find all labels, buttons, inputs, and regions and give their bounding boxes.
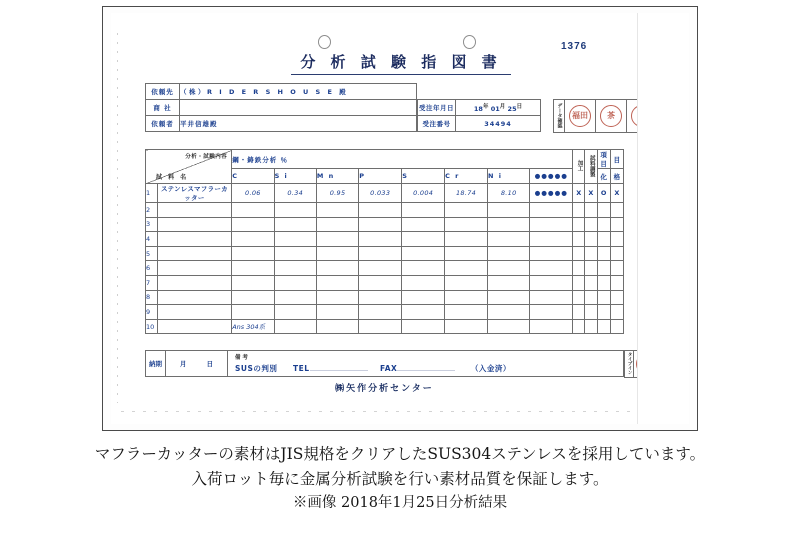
caption-block — [0, 442, 800, 516]
document-sheet — [111, 13, 689, 424]
row-mark-value — [610, 319, 623, 334]
row-mark-value — [573, 319, 585, 334]
row-extra-value — [530, 305, 573, 320]
row-element-value — [402, 261, 445, 276]
row-element-value: 0.004 — [402, 184, 445, 203]
row-element-value — [488, 319, 530, 334]
row-element-value — [232, 232, 274, 247]
client-label: 依頼者 — [146, 116, 180, 132]
row-extra-value — [530, 232, 573, 247]
fax-blank — [397, 370, 455, 371]
row-sample-name — [157, 217, 232, 232]
row-number: 9 — [146, 305, 158, 320]
row-mark-value — [597, 275, 610, 290]
trader-label: 商 社 — [146, 100, 180, 116]
row-element-value: 0.06 — [232, 184, 274, 203]
row-mark-value — [573, 232, 585, 247]
organization-name: ㈱矢作分析センター — [335, 384, 434, 394]
month-unit-label: 月 — [179, 360, 187, 368]
year-unit: 年 — [482, 103, 489, 110]
row-mark-value — [610, 290, 623, 305]
col-Si-header: S i — [274, 169, 316, 184]
table-corner-header — [146, 150, 232, 184]
row-sample-name: ステンレスマフラーカッター — [157, 184, 232, 203]
remark-cell — [228, 351, 624, 377]
row-sample-name — [157, 232, 232, 247]
row-element-value — [359, 217, 402, 232]
row-mark-value — [597, 305, 610, 320]
row-extra-value: ●●●●● — [530, 184, 573, 203]
row-mark-value — [610, 261, 623, 276]
row-element-value — [274, 290, 316, 305]
row-extra-value — [530, 290, 573, 305]
footer-table — [145, 350, 624, 377]
row-mark-value — [610, 305, 623, 320]
col-item-header-top: 項目 — [597, 150, 610, 169]
row-number: 6 — [146, 261, 158, 276]
day-unit-label: 日 — [206, 360, 214, 368]
row-element-value — [359, 290, 402, 305]
row-element-value — [359, 261, 402, 276]
row-element-value — [402, 246, 445, 261]
row-extra-value — [530, 203, 573, 218]
row-element-value — [402, 217, 445, 232]
row-element-value: 0.34 — [274, 184, 316, 203]
row-mark-value — [610, 232, 623, 247]
trader-value — [180, 100, 417, 116]
row-extra-value — [530, 246, 573, 261]
client-value: 平井信雄殿 — [180, 116, 417, 132]
row-mark-value — [573, 290, 585, 305]
fax-label: FAX — [379, 364, 398, 373]
row-element-value — [445, 246, 488, 261]
table-row — [146, 290, 624, 305]
row-element-value — [316, 305, 358, 320]
row-element-value — [359, 305, 402, 320]
row-sample-name — [157, 246, 232, 261]
row-element-value — [316, 203, 358, 218]
row-mark-value — [585, 290, 597, 305]
stamp-cell-1 — [565, 100, 596, 133]
row-element-value: 8.10 — [488, 184, 530, 203]
typein-label-cell — [625, 351, 634, 378]
typein-label: タイプイン — [627, 351, 633, 375]
caption-line-2: 入荷ロット毎に金属分析試験を行い素材品質を保証します。 — [191, 470, 609, 489]
table-row — [146, 232, 624, 247]
order-number-label: 受注番号 — [418, 116, 456, 132]
row-element-value — [274, 217, 316, 232]
row-element-value — [359, 203, 402, 218]
requester-table — [145, 83, 417, 132]
row-element-value: Ans 304系 — [232, 319, 274, 334]
row-element-value — [488, 275, 530, 290]
row-element-value — [232, 290, 274, 305]
row-element-value — [232, 261, 274, 276]
order-date-label: 受注年月日 — [418, 100, 456, 116]
row-element-value — [445, 305, 488, 320]
row-sample-name — [157, 305, 232, 320]
row-element-value — [445, 217, 488, 232]
row-number: 7 — [146, 275, 158, 290]
analysis-content-label: 分析・試験内容 — [185, 154, 228, 160]
analysis-table — [145, 149, 624, 334]
row-element-value — [488, 246, 530, 261]
table-row — [418, 100, 541, 116]
remark-text: SUSの判別 — [235, 364, 278, 373]
row-element-value — [359, 319, 402, 334]
row-extra-value — [530, 275, 573, 290]
scanned-document — [102, 6, 698, 431]
row-element-value — [445, 290, 488, 305]
punch-hole-left — [318, 35, 331, 49]
row-element-value — [232, 275, 274, 290]
table-header-row — [146, 150, 624, 169]
row-element-value: 0.033 — [359, 184, 402, 203]
remark-content — [235, 363, 511, 374]
col-processing-label: 加工 — [576, 160, 583, 171]
data-confirm-label-cell — [554, 100, 565, 133]
stamp-cell-2 — [596, 100, 627, 133]
row-element-value — [488, 305, 530, 320]
row-element-value — [316, 261, 358, 276]
table-row — [146, 84, 417, 100]
row-mark-value — [610, 246, 623, 261]
row-element-value — [445, 203, 488, 218]
table-row — [146, 351, 624, 377]
row-mark-value — [585, 246, 597, 261]
row-element-value — [316, 217, 358, 232]
analysis-rows — [146, 184, 624, 334]
row-mark-value — [573, 275, 585, 290]
table-row — [146, 217, 624, 232]
row-mark-value — [585, 275, 597, 290]
page-title: 分 析 試 験 指 図 書 — [291, 51, 511, 75]
row-mark-value — [597, 261, 610, 276]
row-element-value — [402, 275, 445, 290]
table-row — [146, 116, 417, 132]
row-element-value — [445, 232, 488, 247]
row-element-value — [316, 246, 358, 261]
order-day: 25 — [507, 105, 517, 114]
table-row — [146, 246, 624, 261]
col-item-header-bottom: 化 — [597, 169, 610, 184]
table-row — [146, 261, 624, 276]
order-year: 18 — [473, 105, 483, 114]
hanko-stamp-icon: 福田 — [569, 105, 591, 127]
row-element-value — [232, 203, 274, 218]
col-processing-header — [573, 150, 585, 184]
row-mark-value — [610, 203, 623, 218]
hanko-stamp-icon: 茶 — [600, 105, 622, 127]
order-month: 01 — [490, 105, 500, 114]
col-C-header: C — [232, 169, 274, 184]
row-number: 8 — [146, 290, 158, 305]
table-row — [146, 305, 624, 320]
tel-blank — [310, 370, 368, 371]
row-extra-value — [530, 217, 573, 232]
row-mark-value — [573, 246, 585, 261]
punch-hole-right — [463, 35, 476, 49]
row-mark-value: X — [610, 184, 623, 203]
order-number-value: 34494 — [456, 116, 541, 132]
row-element-value — [359, 275, 402, 290]
row-element-value — [445, 319, 488, 334]
sample-name-label: 試 料 名 — [156, 174, 189, 181]
row-sample-name — [157, 290, 232, 305]
row-element-value — [232, 305, 274, 320]
delivery-label: 納期 — [146, 351, 166, 377]
table-row — [146, 184, 624, 203]
scan-margin — [637, 13, 689, 424]
row-number: 4 — [146, 232, 158, 247]
row-mark-value: X — [585, 184, 597, 203]
order-date-value — [456, 100, 541, 116]
row-element-value — [488, 217, 530, 232]
row-mark-value — [573, 217, 585, 232]
scan-edge-left — [117, 33, 118, 403]
row-element-value — [316, 319, 358, 334]
row-mark-value — [573, 203, 585, 218]
row-sample-name — [157, 261, 232, 276]
analysis-group-header: 鋼・鋳鉄分析 ％ — [232, 150, 573, 169]
caption-line-1: マフラーカッターの素材はJIS規格をクリアしたSUS304ステンレスを採用しています。 — [94, 445, 706, 463]
row-element-value — [274, 305, 316, 320]
row-extra-value — [530, 261, 573, 276]
row-element-value — [445, 261, 488, 276]
row-element-value — [274, 232, 316, 247]
row-element-value — [402, 305, 445, 320]
scan-edge-bottom — [121, 411, 641, 412]
requester-value: （株）R I D E R S H O U S E 殿 — [180, 84, 417, 100]
table-row — [146, 203, 624, 218]
row-mark-value — [597, 217, 610, 232]
row-mark-value — [597, 246, 610, 261]
row-number: 1 — [146, 184, 158, 203]
row-mark-value: X — [573, 184, 585, 203]
row-element-value — [488, 203, 530, 218]
row-element-value — [402, 319, 445, 334]
month-unit: 月 — [499, 103, 506, 110]
col-grade-header-bottom: 格 — [610, 169, 623, 184]
row-number: 10 — [146, 319, 158, 334]
row-element-value — [232, 246, 274, 261]
remark-label: 備 考 — [235, 355, 248, 361]
row-element-value — [316, 232, 358, 247]
row-mark-value — [585, 261, 597, 276]
row-mark-value — [597, 290, 610, 305]
row-element-value — [359, 246, 402, 261]
row-element-value — [232, 217, 274, 232]
col-sample-prep-label: 試料調製 — [588, 154, 595, 177]
col-grade-header-top: 目 — [610, 150, 623, 169]
col-P-header: P — [359, 169, 402, 184]
row-element-value — [402, 203, 445, 218]
row-element-value — [402, 232, 445, 247]
col-Ni-header: N i — [488, 169, 530, 184]
requester-label: 依頼先 — [146, 84, 180, 100]
day-unit: 日 — [516, 103, 523, 110]
row-element-value — [488, 232, 530, 247]
row-element-value — [316, 290, 358, 305]
col-Mn-header: M n — [316, 169, 358, 184]
row-mark-value — [610, 217, 623, 232]
row-number: 2 — [146, 203, 158, 218]
row-element-value — [359, 232, 402, 247]
row-element-value — [274, 261, 316, 276]
col-S-header: S — [402, 169, 445, 184]
row-element-value — [274, 203, 316, 218]
row-number: 5 — [146, 246, 158, 261]
row-mark-value — [585, 203, 597, 218]
row-sample-name — [157, 319, 232, 334]
paid-label: （入金済） — [470, 364, 511, 373]
data-confirm-label: データ確認 — [556, 102, 563, 128]
row-sample-name — [157, 275, 232, 290]
table-row — [418, 116, 541, 132]
row-sample-name — [157, 203, 232, 218]
row-mark-value — [610, 275, 623, 290]
row-mark-value: O — [597, 184, 610, 203]
row-element-value — [488, 290, 530, 305]
row-mark-value — [597, 319, 610, 334]
row-element-value — [402, 290, 445, 305]
row-mark-value — [585, 232, 597, 247]
row-element-value — [488, 261, 530, 276]
delivery-date-cell — [166, 351, 228, 377]
row-mark-value — [585, 217, 597, 232]
row-number: 3 — [146, 217, 158, 232]
row-mark-value — [585, 305, 597, 320]
row-element-value — [445, 275, 488, 290]
table-row — [146, 275, 624, 290]
tel-label: TEL — [292, 364, 310, 373]
row-mark-value — [597, 203, 610, 218]
row-mark-value — [585, 319, 597, 334]
col-extra-header: ●●●●● — [530, 169, 573, 184]
table-row — [146, 319, 624, 334]
row-element-value — [274, 319, 316, 334]
col-sample-prep-header — [585, 150, 597, 184]
col-Cr-header: C r — [445, 169, 488, 184]
row-element-value — [274, 246, 316, 261]
row-element-value: 0.95 — [316, 184, 358, 203]
row-mark-value — [573, 261, 585, 276]
row-mark-value — [597, 232, 610, 247]
row-element-value: 18.74 — [445, 184, 488, 203]
caption-line-3: ※画像 2018年1月25日分析結果 — [292, 495, 508, 512]
table-row — [146, 100, 417, 116]
row-element-value — [316, 275, 358, 290]
document-number: 1376 — [561, 41, 588, 52]
row-mark-value — [573, 305, 585, 320]
row-element-value — [274, 275, 316, 290]
row-extra-value — [530, 319, 573, 334]
order-info-table — [417, 99, 541, 132]
